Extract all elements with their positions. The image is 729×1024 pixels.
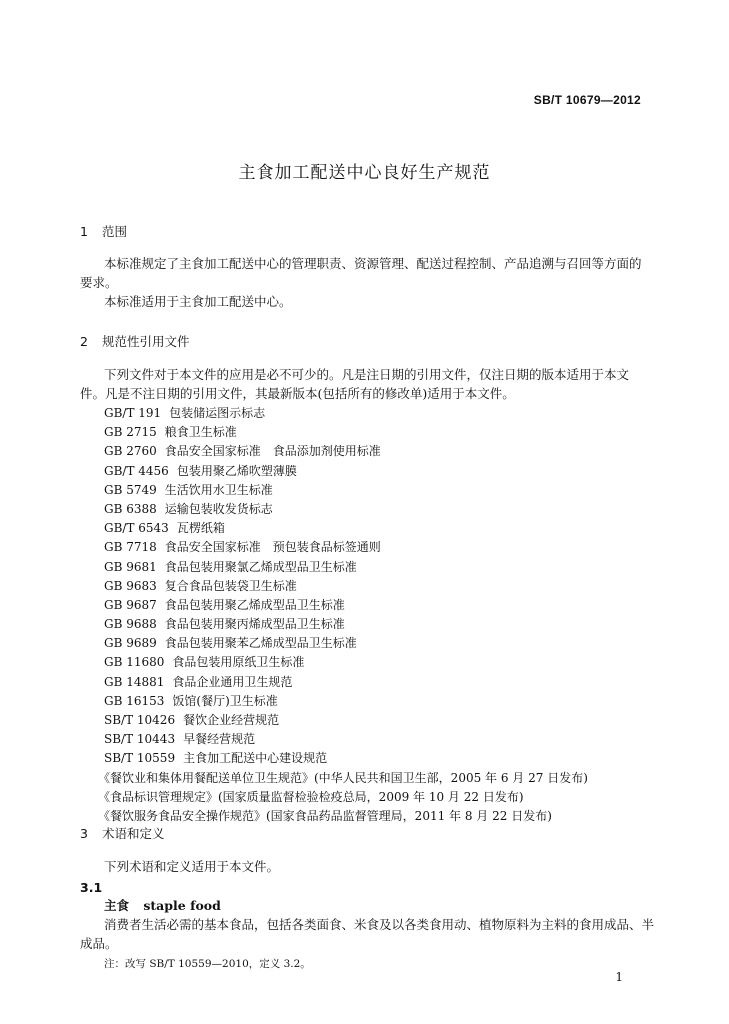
- reference-item: [104, 500, 588, 519]
- reference-title: 食品企业通用卫生规范: [172, 674, 293, 689]
- reference-item: [104, 673, 588, 692]
- reference-code: GB/T 6543: [104, 521, 169, 536]
- reference-title: 饭馆(餐厅)卫生标准: [172, 693, 278, 708]
- reference-title: 包装用聚乙烯吹塑薄膜: [176, 463, 297, 478]
- reference-code: GB 9689: [104, 636, 157, 651]
- reference-title: 复合食品包装袋卫生标准: [164, 578, 297, 593]
- reference-item: [104, 558, 588, 577]
- section-3-intro: 下列术语和定义适用于本文件。: [104, 859, 280, 874]
- section-title: 术语和定义: [102, 826, 165, 841]
- reference-title: 主食加工配送中心建设规范: [183, 751, 328, 766]
- section-number: 2: [80, 334, 88, 349]
- section-1-paragraph: 本标准适用于主食加工配送中心。: [104, 294, 292, 309]
- definition-line: 成品。: [80, 936, 118, 951]
- reference-title: 运输包装收发货标志: [164, 501, 273, 516]
- reference-title: 食品包装用聚乙烯成型品卫生标准: [164, 597, 345, 612]
- reference-code: GB/T 191: [104, 406, 162, 420]
- reference-item: [104, 423, 588, 442]
- reference-title: 包装储运图示标志: [169, 406, 266, 420]
- reference-title: 食品包装用聚苯乙烯成型品卫生标准: [164, 636, 357, 651]
- reference-title: 食品包装用原纸卫生标准: [172, 655, 305, 670]
- reference-title: 早餐经营规范: [183, 732, 256, 747]
- reference-item: [104, 596, 588, 615]
- reference-code: GB 5749: [104, 482, 157, 497]
- section-1-paragraph-line: 要求。: [80, 275, 118, 290]
- reference-code: GB 6388: [104, 501, 157, 516]
- section-3-heading: [80, 824, 165, 842]
- reference-title: 食品安全国家标准 预包装食品标签通则: [164, 540, 381, 555]
- term-chinese: 主食: [104, 898, 130, 913]
- reference-title: 粮食卫生标准: [164, 425, 237, 440]
- page-number: 1: [615, 970, 623, 984]
- section-1-paragraph-line: 本标准规定了主食加工配送中心的管理职责、资源管理、配送过程控制、产品追溯与召回等方面的: [104, 256, 642, 271]
- definition-note: 注：改写 SB/T 10559—2010，定义 3.2。: [104, 958, 311, 970]
- term-english: staple food: [143, 898, 221, 913]
- section-number: 1: [80, 224, 88, 239]
- normative-references-list: [98, 404, 588, 826]
- definition-line: 消费者生活必需的基本食品，包括各类面食、米食及以各类食用动、植物原料为主料的食用成品、半: [104, 917, 655, 932]
- reference-code: SB/T 10443: [104, 732, 176, 747]
- reference-code: SB/T 10559: [104, 751, 176, 766]
- term-entry: [104, 896, 221, 916]
- document-title: 主食加工配送中心良好生产规范: [238, 163, 491, 183]
- reference-item: [104, 577, 588, 596]
- regulation-item: 《餐饮服务食品安全操作规范》(国家食品药品监督管理局，2011 年 8 月 22 日发布): [98, 808, 552, 823]
- reference-title: 餐饮企业经营规范: [183, 713, 280, 727]
- reference-title: 生活饮用水卫生标准: [164, 482, 273, 497]
- regulation-item: 《食品标识管理规定》(国家质量监督检验检疫总局，2009 年 10 月 22 日发布): [98, 789, 524, 804]
- section-title: 规范性引用文件: [102, 334, 190, 349]
- reference-code: GB 14881: [104, 674, 165, 689]
- reference-code: GB 2760: [104, 444, 157, 459]
- section-1-heading: [80, 222, 127, 240]
- standard-number: SB/T 10679—2012: [533, 93, 641, 107]
- reference-item: [104, 462, 588, 481]
- section-2-intro-line: 件。凡是不注日期的引用文件，其最新版本(包括所有的修改单)适用于本文件。: [80, 386, 515, 401]
- reference-code: GB 9683: [104, 578, 157, 593]
- reference-item: [104, 442, 588, 461]
- reference-title: 瓦楞纸箱: [176, 521, 225, 536]
- section-number: 3: [80, 826, 88, 841]
- reference-item: [104, 749, 588, 768]
- reference-item: [104, 634, 588, 653]
- reference-code: GB/T 4456: [104, 463, 169, 478]
- reference-item: [104, 538, 588, 557]
- reference-code: GB 9687: [104, 597, 157, 612]
- reference-title: 食品包装用聚氯乙烯成型品卫生标准: [164, 559, 357, 574]
- reference-code: GB 9688: [104, 617, 157, 632]
- reference-item: [104, 711, 588, 730]
- regulation-item: 《餐饮业和集体用餐配送单位卫生规范》(中华人民共和国卫生部，2005 年 6 月 27 日发布): [98, 770, 588, 785]
- reference-title: 食品包装用聚丙烯成型品卫生标准: [164, 617, 345, 632]
- reference-item: [104, 692, 588, 711]
- reference-item: [104, 404, 588, 423]
- reference-code: GB 7718: [104, 540, 157, 555]
- section-2-heading: [80, 332, 190, 350]
- reference-code: GB 11680: [104, 655, 165, 670]
- reference-item: [104, 481, 588, 500]
- clause-number: 3.1: [80, 880, 103, 895]
- reference-code: GB 9681: [104, 559, 157, 574]
- reference-item: [104, 615, 588, 634]
- reference-code: GB 16153: [104, 693, 165, 708]
- reference-item: [104, 519, 588, 538]
- reference-item: [104, 653, 588, 672]
- reference-code: SB/T 10426: [104, 713, 176, 727]
- reference-code: GB 2715: [104, 425, 157, 440]
- reference-item: [104, 730, 588, 749]
- reference-title: 食品安全国家标准 食品添加剂使用标准: [164, 444, 381, 459]
- section-2-intro-line: 下列文件对于本文件的应用是必不可少的。凡是注日期的引用文件，仅注日期的版本适用于本文: [104, 367, 630, 382]
- section-title: 范围: [102, 224, 128, 239]
